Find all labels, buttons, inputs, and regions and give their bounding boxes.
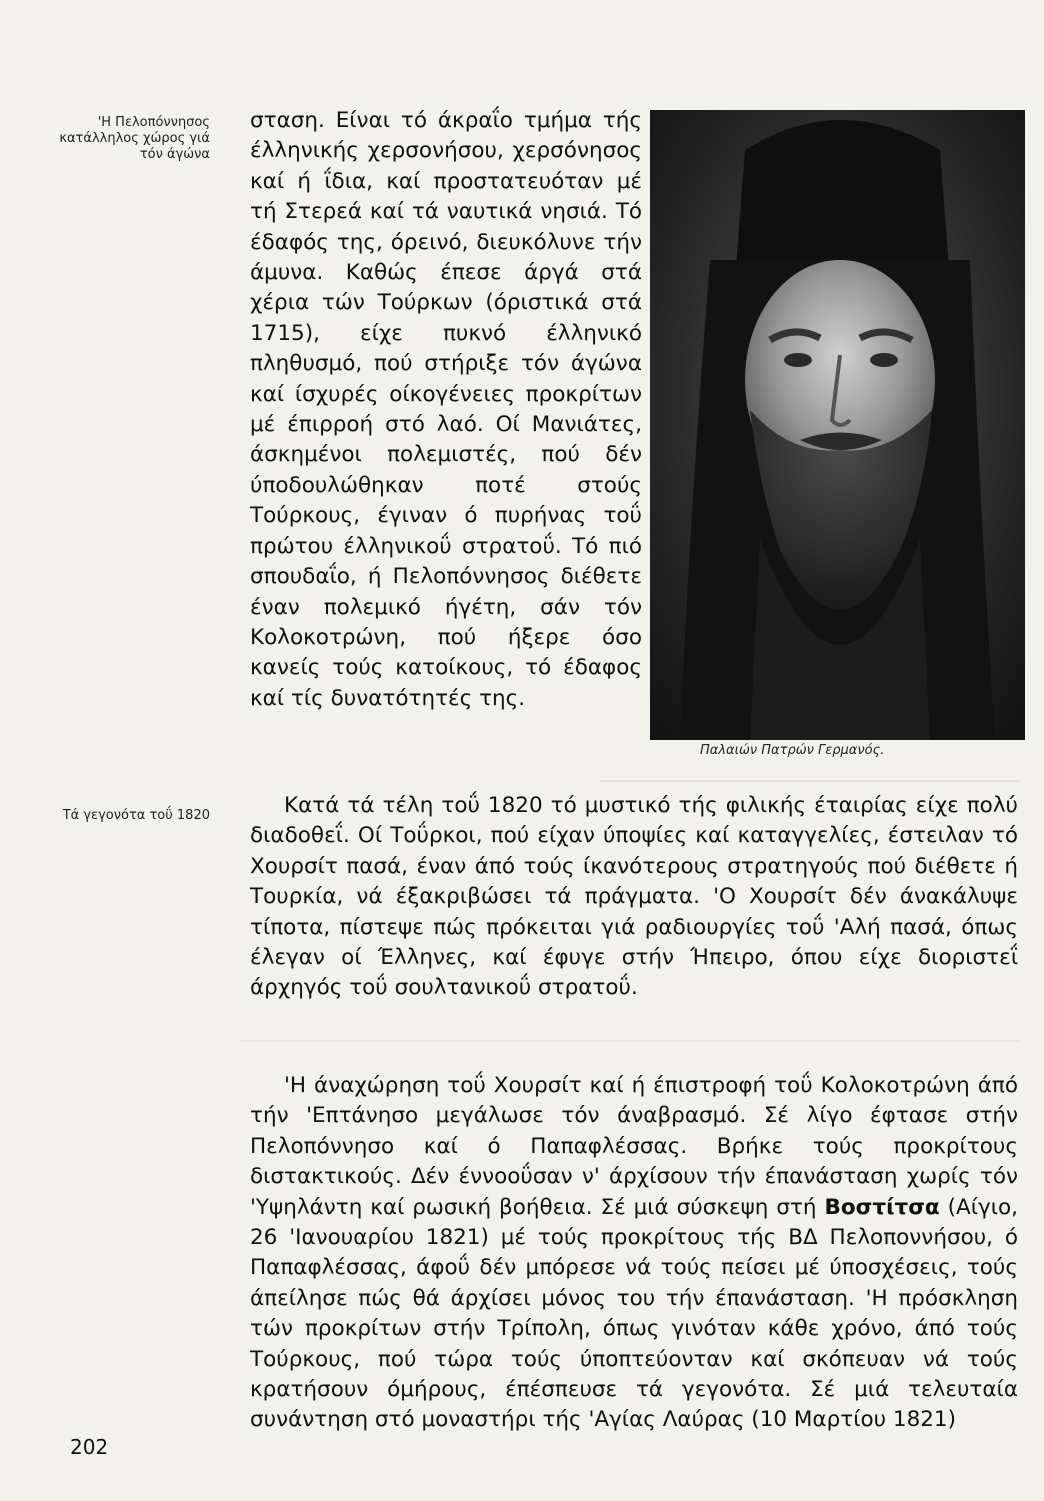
margin-note-peloponnese: 'Η Πελοπόννησος κατάλληλος χώρος γιά τόν άγώνα	[59, 115, 210, 162]
paragraph-events-1820: Κατά τά τέλη τοΰ 1820 τό μυστικό τής φιλικής έταιρίας είχε πολύ διαδοθεΐ. Οί Τοΰρκοι, πού είχαν ύποψίες καί καταγγελίες, έστειλαν τό Χουρσίτ πασά, έναν άπό τούς ίκανότερους στρατηγούς πού διέθετε ή Τουρκία, νά έξακριβώσει τά πράγματα. 'Ο Χουρσίτ δέν άνακάλυψε τίποτα, πίστεψε πώς πρόκειται γιά ραδιουργίες τοΰ 'Αλή πασά, όπως έλεγαν οί Έλληνες, καί έφυγε στήν Ήπειρο, όπου είχε διοριστεΐ άρχηγός τοΰ σουλτανικοΰ στρατοΰ.	[250, 793, 1018, 1001]
portrait-illustration	[650, 110, 1025, 740]
paragraph-departure-khurshid	[250, 1071, 1018, 1436]
margin-note-events-1820: Τά γεγονότα τοΰ 1820	[62, 808, 210, 823]
body-column-text: σταση. Είναι τό άκραΐο τμήμα τής έλληνικής χερσονήσου, χερσόνησος καί ή ΐδια, καί προστατευόταν μέ τή Στερεά καί τά ναυτικά νησιά. Τό έδαφός της, όρεινό, διευκόλυνε τήν άμυνα. Καθώς έπεσε άργά στά χέρια τών Τούρκων (όριστικά στά 1715), είχε πυκνό έλληνικό πληθυσμό, πού στήριξε τόν άγώνα καί ίσχυρές οίκογένειες προκρίτων μέ έπιρροή στό λαό. Οί Μανιάτες, άσκημένοι πολεμιστές, πού δέν ύποδουλώθηκαν ποτέ στούς Τούρκους, έγιναν ό πυρήνας τοΰ πρώτου έλληνικοΰ στρατοΰ. Τό πιό σπουδαΐο, ή Πελοπόννησος διέθετε έναν πολεμικό ήγέτη, σάν τόν Κολοκοτρώνη, πού ήξερε όσο κανείς τούς κατοίκους, τό έδαφος καί τίς δυνατότητές της.	[250, 108, 642, 711]
photo-caption: Παλαιών Πατρών Γερμανός.	[700, 743, 885, 758]
paragraph-3-end: (Αίγιο, 26 'Ιανουαρίου 1821) μέ τούς προκρίτους τής ΒΔ Πελοποννήσου, ό Παπαφλέσσας, άφοΰ δέν μπόρεσε νά τούς πείσει μέ ύποσχέσεις, τούς άπείλησε πώς θά άρχίσει μόνος του τήν έπανάσταση. 'Η πρόσκληση τών προκρίτων στήν Τρίπολη, όπως γινόταν κάθε χρόνο, άπό τούς Τούρκους, πού τώρα τούς ύποπτεύονταν καί σκόπευαν νά τούς κρατήσουν όμήρους, έπέσπευσε τά γεγονότα. Σέ μιά τελευταία συνάντηση στό μοναστήρι τής 'Αγίας Λαύρας (10 Μαρτίου 1821)	[250, 1194, 1018, 1433]
page-number: 202	[70, 1435, 109, 1459]
portrait-photo	[650, 110, 1025, 740]
paragraph-3-start: 'Η άναχώρηση τοΰ Χουρσίτ καί ή έπιστροφή τοΰ Κολοκοτρώνη άπό τήν 'Επτάνησο μεγάλωσε τόν άναβρασμό. Σέ λίγο έφτασε στήν Πελοπόννησο καί ό Παπαφλέσσας. Βρήκε τούς προκρίτους διστακτικούς. Δέν έννοοΰσαν ν' άρχίσουν τήν έπανάσταση χωρίς τόν 'Υψηλάντη καί ρωσική βοήθεια. Σέ μιά σύσκεψη στή	[250, 1073, 1018, 1220]
place-vostitsa: Βοστίτσα	[824, 1194, 940, 1220]
